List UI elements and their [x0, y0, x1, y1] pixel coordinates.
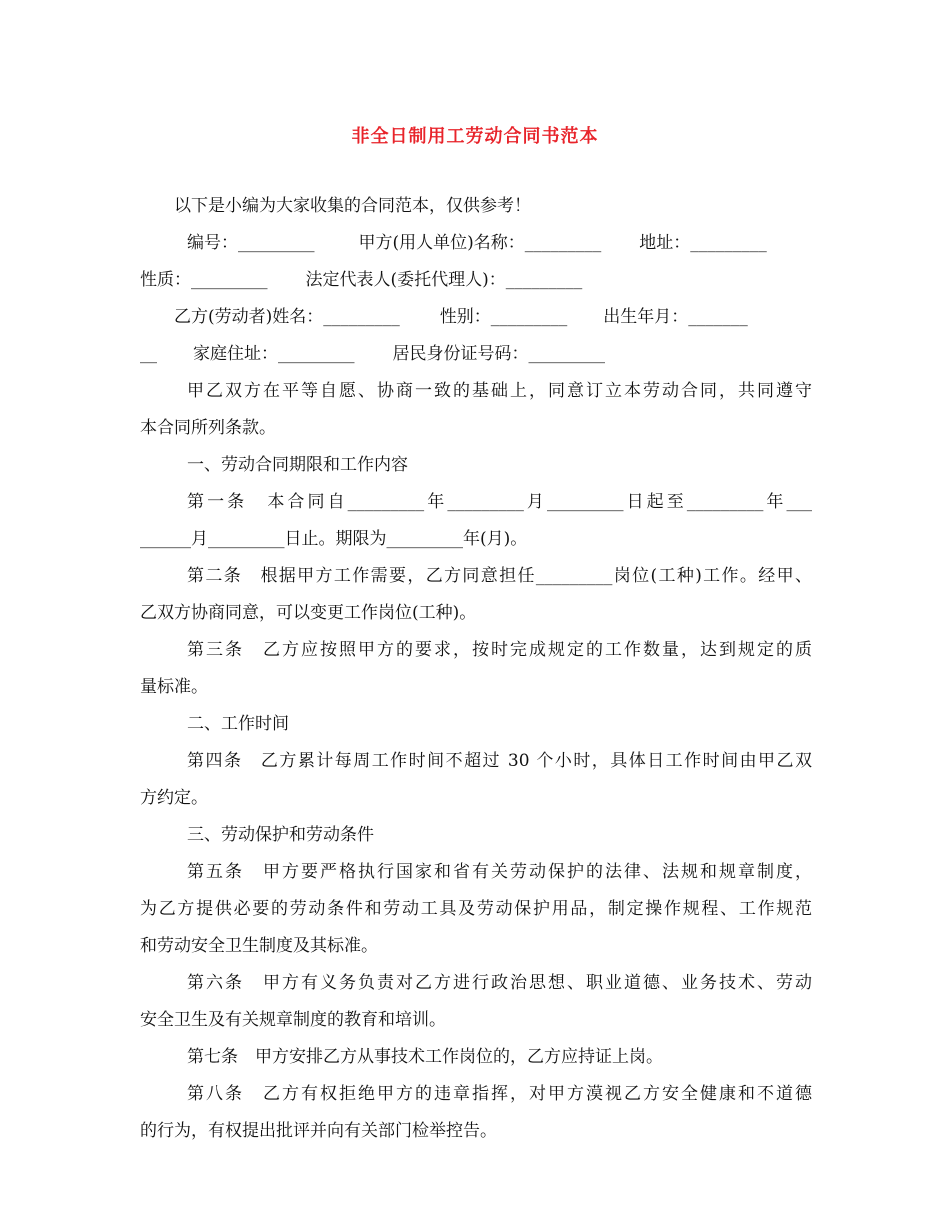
article-5-line: 和劳动安全卫生制度及其标准。	[140, 936, 378, 956]
header-fields-row-2	[140, 267, 812, 304]
header-fields-row-1	[140, 230, 812, 267]
field-number: 编号：_________	[187, 233, 315, 253]
article-3-line: 量标准。	[140, 677, 208, 697]
field-id-number: 居民身份证号码：_________	[392, 344, 605, 364]
field-address: 地址：_________	[639, 233, 767, 253]
document-body	[140, 193, 812, 1155]
paragraph-line: 本合同所列条款。	[140, 418, 276, 438]
field-birth-date-continued: __	[140, 344, 157, 364]
section-heading: 三、劳动保护和劳动条件	[187, 825, 374, 845]
article-1-line: ______月_________日止。期限为_________年(月)。	[140, 529, 528, 549]
article-5-line: 第五条 甲方要严格执行国家和省有关劳动保护的法律、法规和规章制度，	[187, 862, 812, 882]
field-legal-representative: 法定代表人(委托代理人)：_________	[305, 270, 583, 290]
field-birth-date: 出生年月：_______	[603, 307, 748, 327]
section-heading: 一、劳动合同期限和工作内容	[187, 455, 408, 475]
article-1-line: 第一条 本合同自_________年_________月_________日起至_________年___	[187, 492, 812, 512]
article-8-line: 的行为，有权提出批评并向有关部门检举控告。	[140, 1121, 497, 1141]
intro-line: 以下是小编为大家收集的合同范本，仅供参考！	[174, 196, 531, 216]
article-6-line: 第六条 甲方有义务负责对乙方进行政治思想、职业道德、业务技术、劳动	[187, 973, 812, 993]
paragraph-line: 甲乙双方在平等自愿、协商一致的基础上，同意订立本劳动合同，共同遵守	[187, 381, 812, 401]
article-6-line: 安全卫生及有关规章制度的教育和培训。	[140, 1010, 446, 1030]
party-b-fields-row-2	[140, 341, 812, 378]
article-5-line: 为乙方提供必要的劳动条件和劳动工具及劳动保护用品，制定操作规程、工作规范	[140, 899, 812, 919]
article-3-line: 第三条 乙方应按照甲方的要求，按时完成规定的工作数量，达到规定的质	[187, 640, 812, 660]
field-home-address: 家庭住址：_________	[193, 344, 355, 364]
article-2-line: 第二条 根据甲方工作需要，乙方同意担任_________岗位(工种)工作。经甲、	[187, 566, 812, 586]
article-2-line: 乙双方协商同意，可以变更工作岗位(工种)。	[140, 603, 477, 623]
document-title: 非全日制用工劳动合同书范本	[351, 126, 599, 147]
article-4-line: 第四条 乙方累计每周工作时间不超过 30 个小时，具体日工作时间由甲乙双	[187, 751, 812, 771]
party-b-fields-row-1	[140, 304, 812, 341]
article-7-line: 第七条 甲方安排乙方从事技术工作岗位的，乙方应持证上岗。	[187, 1047, 663, 1067]
article-8-line: 第八条 乙方有权拒绝甲方的违章指挥，对甲方漠视乙方安全健康和不道德	[187, 1084, 812, 1104]
field-nature: 性质：_________	[140, 270, 268, 290]
field-party-a-name: 甲方(用人单位)名称：_________	[358, 233, 602, 253]
field-party-b-name: 乙方(劳动者)姓名：_________	[174, 307, 400, 327]
article-4-line: 方约定。	[140, 788, 208, 808]
field-gender: 性别：_________	[439, 307, 568, 327]
section-heading: 二、工作时间	[187, 714, 289, 734]
